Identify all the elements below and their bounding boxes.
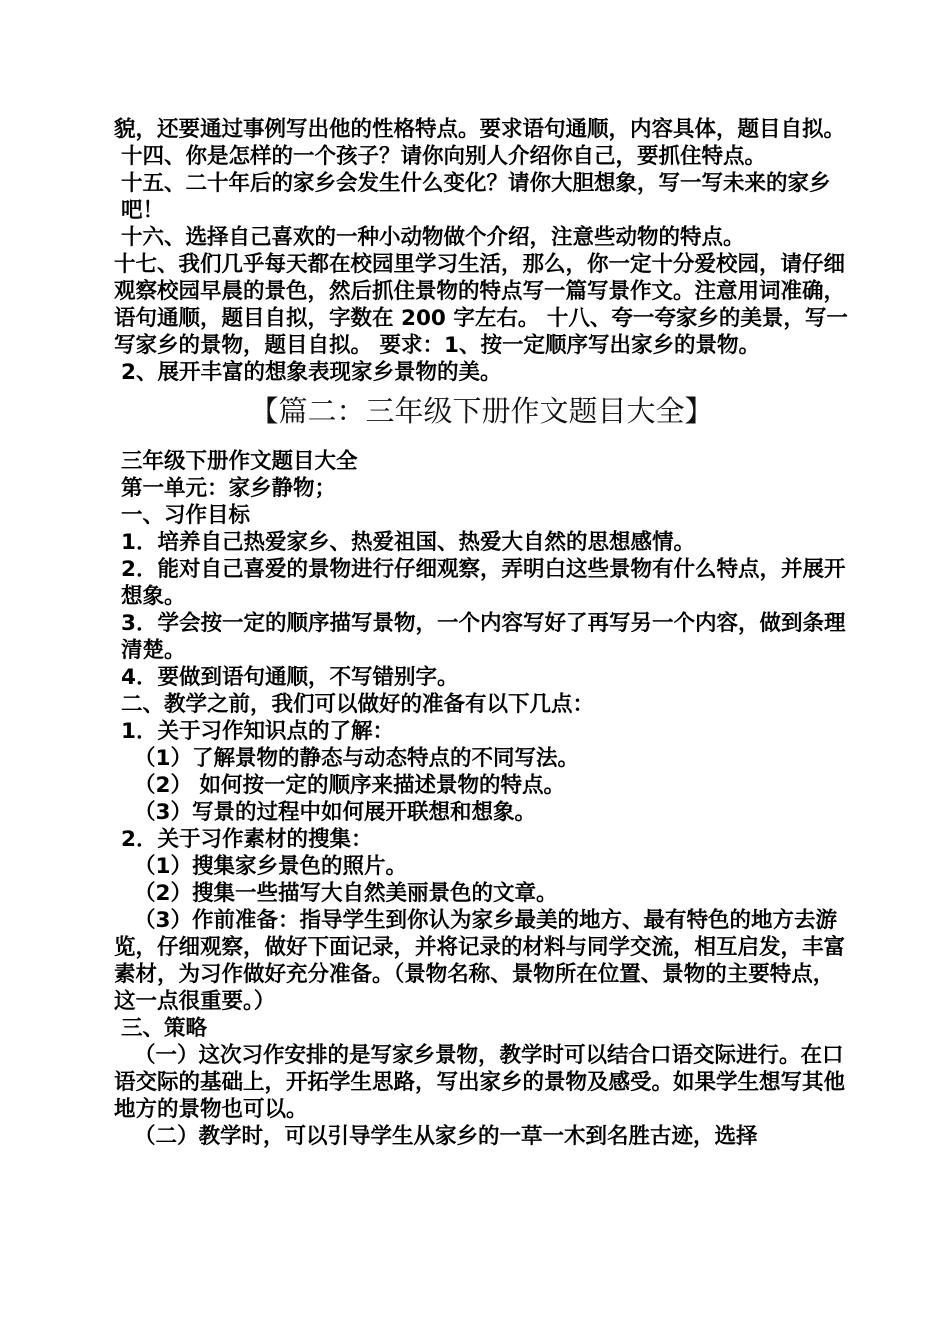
goal-heading: 一、习作目标 [121,503,251,528]
prep-item-2c: （3）作前准备：指导学生到你认为家乡最美的地方、最有特色的地方去游览，仔细观察，做好下面记录，并将记录的材料与同学交流，相互启发，丰富素材，为习作做好充分准备。（景物名称、景物所在位置、景物的主要特点，这一点很重要。） [114,908,846,1014]
prep-item-1a: （1）了解景物的静态与动态特点的不同写法。 [134,746,579,771]
paragraph-continuation: 貌，还要通过事例写出他的性格特点。要求语句通顺，内容具体，题目自拟。 [114,117,846,142]
goal-item-2: 2．能对自己喜爱的景物进行仔细观察，弄明白这些景物有什么特点，并展开想象。 [121,557,846,609]
prep-item-2b: （2）搜集一些描写大自然美丽景色的文章。 [134,881,558,906]
goal-item-3: 3．学会按一定的顺序描写景物，一个内容写好了再写另一个内容，做到条理清楚。 [121,611,846,663]
prep-item-1b: （2） 如何按一定的顺序来描述景物的特点。 [134,773,565,798]
strategy-item-2: （二）教学时，可以引导学生从家乡的一草一木到名胜古迹，选择 [134,1124,758,1149]
item-15: 十五、二十年后的家乡会发生什么变化？请你大胆想象，写一写未来的家乡吧！ [121,171,831,223]
strategy-item-1: （一）这次习作安排的是写家乡景物，教学时可以结合口语交际进行。在口语交际的基础上，开拓学生思路，写出家乡的景物及感受。如果学生想写其他地方的景物也可以。 [114,1043,846,1122]
strategy-heading: 三、策略 [121,1016,208,1041]
prep-item-1: 1．关于习作知识点的了解： [121,719,394,744]
item-requirement-2: 2、展开丰富的想象表现家乡景物的美。 [121,360,502,385]
item-17-18: 十七、我们几乎每天都在校园里学习生活，那么，你一定十分爱校园，请仔细观察校园早晨的景色，然后抓住景物的特点写一篇写景作文。注意用词准确，语句通顺，题目自拟，字数在 200 字左右。 十八、夸一夸家乡的美景，写一写家乡的景物，题目自拟。 要求：1、按一定顺序写出家乡的景物。 [114,252,848,358]
section-title: 三年级下册作文题目大全 [121,449,358,474]
prep-item-2a: （1）搜集家乡景色的照片。 [134,854,407,879]
prep-heading: 二、教学之前，我们可以做好的准备有以下几点： [121,692,595,717]
goal-item-1: 1．培养自己热爱家乡、热爱祖国、热爱大自然的思想感情。 [121,530,695,555]
goal-item-4: 4．要做到语句通顺，不写错别字。 [121,665,459,690]
item-16: 十六、选择自己喜欢的一种小动物做个介绍，注意些动物的特点。 [121,225,745,250]
prep-item-1c: （3）写景的过程中如何展开联想和想象。 [134,800,536,825]
section-heading: 【篇二：三年级下册作文题目大全】 [249,394,714,428]
item-14: 十四、你是怎样的一个孩子？请你向别人介绍你自己，要抓住特点。 [121,144,767,169]
document-body [114,116,849,1150]
prep-item-2: 2．关于习作素材的搜集： [121,827,373,852]
unit-title: 第一单元：家乡静物； [121,476,337,501]
